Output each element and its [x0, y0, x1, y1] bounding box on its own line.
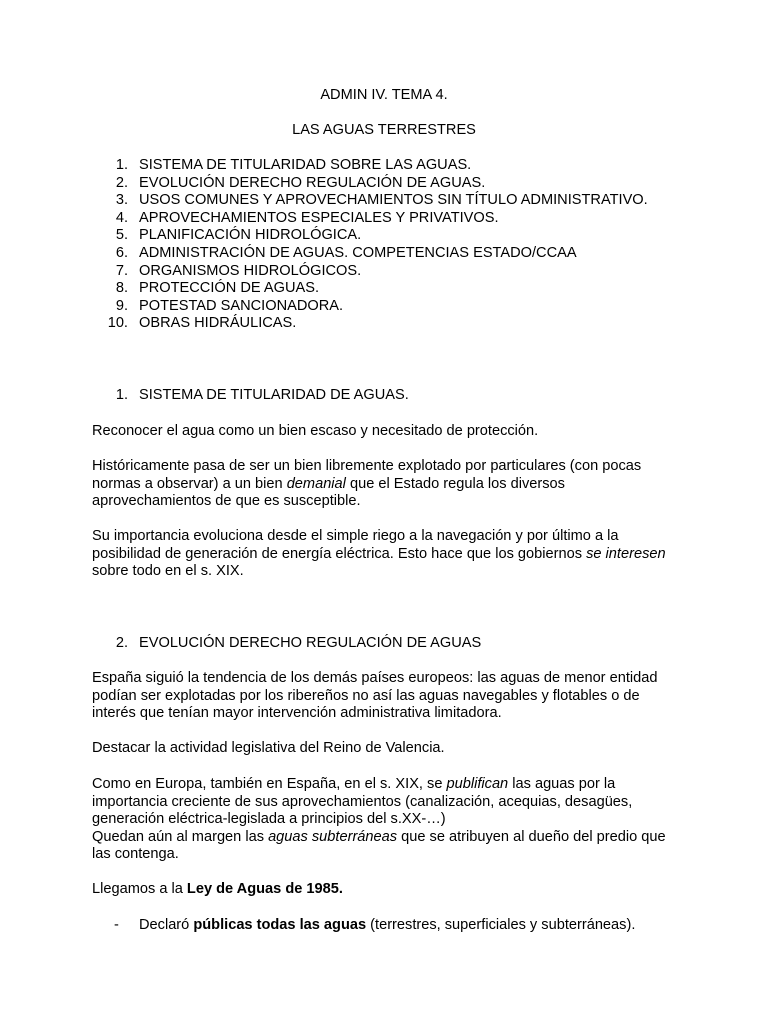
italic-text: se interesen [586, 545, 666, 562]
toc-item-text: PLANIFICACIÓN HIDROLÓGICA. [139, 227, 362, 244]
paragraph [92, 423, 676, 441]
toc-item-text: ORGANISMOS HIDROLÓGICOS. [139, 262, 362, 279]
paragraph-text [92, 458, 676, 511]
paragraph-text [92, 528, 676, 581]
document-subtitle: LAS AGUAS TERRESTRES [292, 122, 476, 138]
toc-item-number: 3. [115, 192, 128, 209]
toc-item-text: PROTECCIÓN DE AGUAS. [139, 280, 320, 297]
paragraph-text [92, 881, 676, 899]
text-run: Llegamos a la [92, 881, 187, 897]
toc-item [92, 315, 676, 333]
text-run: las aguas por la importancia creciente de sus aprovechamientos (canalización, acequias, desagües, generación eléctrica-legislada a principios del s.XX-…) [92, 776, 633, 828]
toc-item [92, 192, 676, 210]
paragraph [92, 528, 676, 581]
italic-text: publifican [446, 776, 509, 792]
toc-item-number: 10. [107, 315, 128, 332]
bold-text: Ley de Aguas de 1985. [186, 881, 343, 897]
text-run: Quedan aún al margen las [92, 828, 269, 845]
section-1-heading [92, 387, 676, 405]
bold-text: públicas todas las aguas [193, 917, 367, 933]
toc-item-number: 1. [115, 157, 128, 173]
toc-item [92, 298, 676, 316]
paragraph-text: Destacar la actividad legislativa del Reino de Valencia. [92, 740, 445, 756]
toc-item [92, 245, 676, 263]
toc-item-number: 9. [115, 297, 128, 314]
toc-item-number: 8. [115, 280, 128, 297]
text-run: que se atribuyen al dueño del predio que las contenga. [92, 828, 666, 863]
table-of-contents [92, 157, 676, 333]
paragraph [92, 670, 676, 723]
toc-item-number: 2. [115, 174, 128, 191]
toc-item [92, 263, 676, 281]
italic-text: aguas subterráneas [268, 828, 398, 845]
toc-item [92, 280, 676, 298]
italic-text: demanial [286, 475, 346, 492]
section-number: 1. [115, 387, 128, 403]
section-number: 2. [115, 635, 128, 651]
toc-item-text: APROVECHAMIENTOS ESPECIALES Y PRIVATIVOS. [139, 209, 499, 226]
text-run: sobre todo en el s. XIX. [92, 563, 244, 580]
text-run: Como en Europa, también en España, en el s. XIX, se [92, 776, 447, 792]
text-run: Históricamente pasa de ser un bien libremente explotado por particulares (con pocas normas a observar) a un bien [92, 458, 642, 492]
toc-item [92, 157, 676, 175]
toc-item-number: 4. [115, 209, 128, 226]
section-heading-text: EVOLUCIÓN DERECHO REGULACIÓN DE AGUAS [139, 635, 482, 651]
toc-item [92, 227, 676, 245]
text-run: (terrestres, superficiales y subterráneas). [366, 917, 636, 933]
paragraph [92, 776, 676, 864]
toc-item [92, 175, 676, 193]
toc-item-number: 7. [115, 262, 128, 279]
toc-item-text: SISTEMA DE TITULARIDAD SOBRE LAS AGUAS. [139, 157, 472, 173]
paragraph-text: España siguió la tendencia de los demás países europeos: las aguas de menor entidad podían ser explotadas por los ribereños no así las aguas navegables y flotables o de interés que tenían mayor intervención administrativa limitadora. [92, 670, 658, 722]
toc-item-text: USOS COMUNES Y APROVECHAMIENTOS SIN TÍTULO ADMINISTRATIVO. [139, 192, 648, 209]
text-run: Su importancia evoluciona desde el simple riego a la navegación y por último a la posibilidad de generación de energía eléctrica. Esto hace que los gobiernos [92, 528, 619, 562]
text-run: que el Estado regula los diversos aprovechamientos de que es susceptible. [92, 475, 565, 510]
section-2-heading [92, 635, 676, 653]
toc-item-text: ADMINISTRACIÓN DE AGUAS. COMPETENCIAS ESTADO/CCAA [139, 244, 577, 261]
dash-bullet: - [114, 917, 119, 933]
paragraph-text: Reconocer el agua como un bien escaso y necesitado de protección. [92, 423, 539, 439]
paragraph [92, 458, 676, 511]
toc-item-text: OBRAS HIDRÁULICAS. [139, 315, 297, 332]
text-run: Declaró [139, 917, 194, 933]
toc-item-text: EVOLUCIÓN DERECHO REGULACIÓN DE AGUAS. [139, 174, 486, 191]
paragraph [92, 881, 676, 899]
toc-item-text: POTESTAD SANCIONADORA. [139, 297, 344, 314]
toc-item [92, 210, 676, 228]
document-title: ADMIN IV. TEMA 4. [320, 87, 448, 103]
paragraph [92, 740, 676, 758]
section-heading-text: SISTEMA DE TITULARIDAD DE AGUAS. [139, 387, 409, 403]
paragraph-text [92, 829, 676, 864]
paragraph-text [92, 776, 676, 829]
bullet-item [92, 917, 676, 935]
toc-item-number: 5. [115, 227, 128, 244]
toc-item-number: 6. [115, 244, 128, 261]
